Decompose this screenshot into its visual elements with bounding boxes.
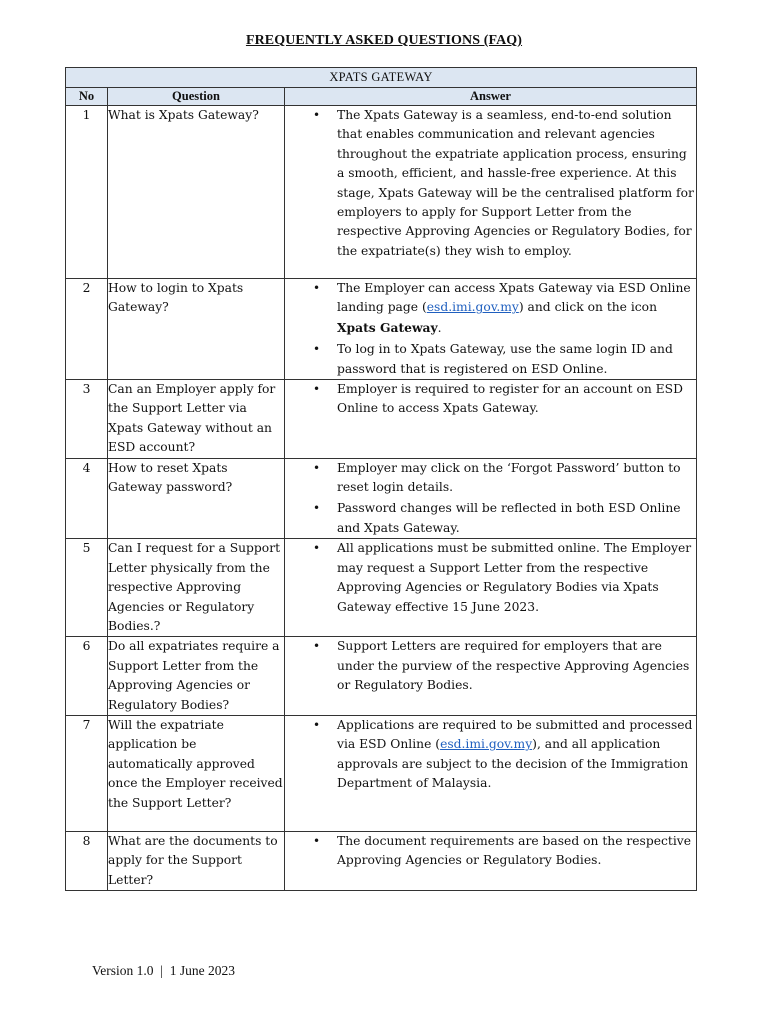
header-answer: Answer <box>285 88 697 106</box>
answer-cell <box>285 106 697 279</box>
question-cell: How to login to Xpats Gateway? <box>108 279 285 380</box>
row-number: 3 <box>66 380 108 459</box>
row-number: 2 <box>66 279 108 380</box>
answer-cell <box>285 539 697 637</box>
answer-bullet: • Support Letters are required for employers that are under the purview of the respective Approving Agencies or Regulatory Bodies. <box>285 637 696 695</box>
row-number: 7 <box>66 715 108 831</box>
esd-online-link[interactable]: esd.imi.gov.my <box>440 737 533 752</box>
page-title: FREQUENTLY ASKED QUESTIONS (FAQ) <box>245 33 523 48</box>
section-row <box>66 68 697 88</box>
header-no: No <box>66 88 108 106</box>
question-cell: Do all expatriates require a Support Letter from the Approving Agencies or Regulatory Bodies? <box>108 637 285 716</box>
table-row <box>66 458 697 539</box>
answer-bullet: • The Xpats Gateway is a seamless, end-to-end solution that enables communication and relevant agencies throughout the expatriate application process, ensuring a smooth, efficient, and hassle-free experience. At this stage, Xpats Gateway will be the centralised platform for employers to apply for Support Letter from the respective Approving Agencies or Regulatory Bodies, for the expatriate(s) they wish to employ. <box>285 106 696 261</box>
table-row <box>66 539 697 637</box>
answer-bullet: • Employer is required to register for an account on ESD Online to access Xpats Gateway. <box>285 380 696 419</box>
row-number: 5 <box>66 539 108 637</box>
row-number: 6 <box>66 637 108 716</box>
row-number: 8 <box>66 831 108 890</box>
answer-bullet: • Password changes will be reflected in both ESD Online and Xpats Gateway. <box>285 499 696 538</box>
answer-bullet: • The document requirements are based on the respective Approving Agencies or Regulatory Bodies. <box>285 832 696 871</box>
answer-cell <box>285 279 697 380</box>
faq-table <box>65 67 697 891</box>
esd-online-link[interactable]: esd.imi.gov.my <box>426 300 519 315</box>
row-number: 4 <box>66 458 108 539</box>
question-cell: What are the documents to apply for the Support Letter? <box>108 831 285 890</box>
table-row <box>66 279 697 380</box>
table-row <box>66 106 697 279</box>
question-cell: Can an Employer apply for the Support Letter via Xpats Gateway without an ESD account? <box>108 380 285 459</box>
header-question: Question <box>108 88 285 106</box>
question-cell: How to reset Xpats Gateway password? <box>108 458 285 539</box>
table-row <box>66 715 697 831</box>
answer-cell <box>285 380 697 459</box>
section-title: XPATS GATEWAY <box>66 68 697 88</box>
answer-cell <box>285 458 697 539</box>
answer-cell <box>285 715 697 831</box>
row-number: 1 <box>66 106 108 279</box>
question-cell: Will the expatriate application be automatically approved once the Employer received the Support Letter? <box>108 715 285 831</box>
answer-cell <box>285 831 697 890</box>
table-row <box>66 380 697 459</box>
answer-cell <box>285 637 697 716</box>
answer-bullet: • The Employer can access Xpats Gateway via ESD Online landing page (esd.imi.gov.my) and click on the icon Xpats Gateway. <box>285 279 696 338</box>
answer-bullet: • All applications must be submitted online. The Employer may request a Support Letter from the respective Approving Agencies or Regulatory Bodies via Xpats Gateway effective 15 June 2023. <box>285 539 696 617</box>
answer-bullet: • To log in to Xpats Gateway, use the same login ID and password that is registered on ESD Online. <box>285 340 696 379</box>
question-cell: What is Xpats Gateway? <box>108 106 285 279</box>
table-row <box>66 831 697 890</box>
answer-bullet: • Applications are required to be submitted and processed via ESD Online (esd.imi.gov.my), and all application approvals are subject to the decision of the Immigration Department of Malaysia. <box>285 716 696 794</box>
answer-bullet: • Employer may click on the ‘Forgot Password’ button to reset login details. <box>285 459 696 498</box>
question-cell: Can I request for a Support Letter physically from the respective Approving Agencies or Regulatory Bodies.? <box>108 539 285 637</box>
version-footer: Version 1.0 | 1 June 2023 <box>92 963 235 978</box>
table-row <box>66 637 697 716</box>
xpats-gateway-label: Xpats Gateway <box>337 319 438 335</box>
header-row <box>66 88 697 106</box>
